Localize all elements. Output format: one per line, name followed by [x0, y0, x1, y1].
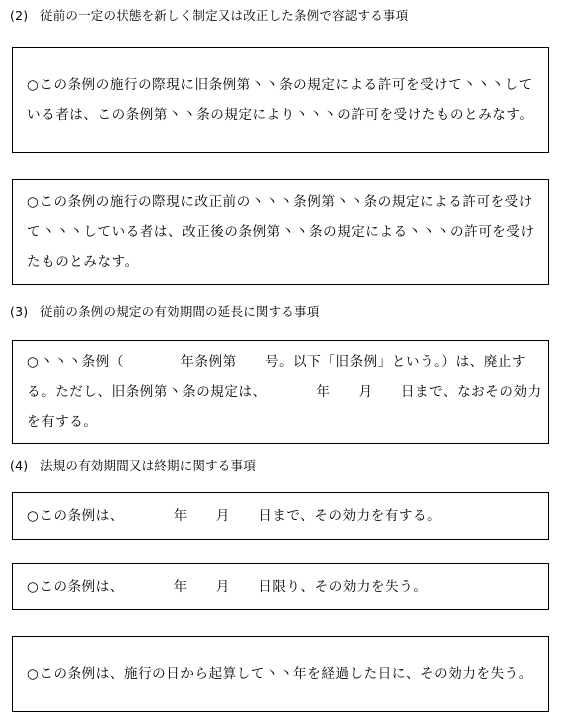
clause-text-2: ○この条例の施行の際現に改正前の丶丶丶条例第丶丶条の規定による許可を受けて丶丶丶している者は、改正後の条例第丶丶条の規定による丶丶丶の許可を受けたものとみなす。 — [27, 194, 535, 270]
clause-box-6 — [12, 636, 549, 712]
clause-box-3 — [12, 340, 549, 444]
section-4-title: 法規の有効期間又は終期に関する事項 — [40, 458, 256, 473]
clause-box-2 — [12, 179, 549, 285]
section-2-heading — [10, 8, 408, 24]
clause-text-5: ○この条例は、 年 月 日限り、その効力を失う。 — [27, 578, 428, 595]
section-3-number: (3) — [10, 304, 29, 319]
section-3-heading — [10, 304, 319, 320]
section-2-title: 従前の一定の状態を新しく制定又は改正した条例で容認する事項 — [40, 8, 409, 23]
section-3-title: 従前の条例の規定の有効期間の延長に関する事項 — [40, 304, 320, 319]
section-4-heading — [10, 458, 256, 474]
clause-text-1: ○この条例の施行の際現に旧条例第丶丶条の規定による許可を受けて丶丶丶している者は、この条例第丶丶条の規定により丶丶丶の許可を受けたものとみなす。 — [27, 77, 534, 123]
section-2-number: (2) — [10, 8, 29, 23]
clause-text-3: ○丶丶丶条例（ 年条例第 号。以下「旧条例」という。）は、廃止する。ただし、旧条例第丶条の規定は、 年 月 日まで、なおその効力を有する。 — [27, 354, 542, 430]
clause-text-6: ○この条例は、施行の日から起算して丶丶年を経過した日に、その効力を失う。 — [27, 666, 533, 682]
clause-box-4 — [12, 492, 549, 540]
clause-text-4: ○この条例は、 年 月 日まで、その効力を有する。 — [27, 508, 442, 524]
clause-box-1 — [12, 47, 549, 153]
clause-box-5 — [12, 563, 549, 610]
section-4-number: (4) — [10, 458, 29, 473]
